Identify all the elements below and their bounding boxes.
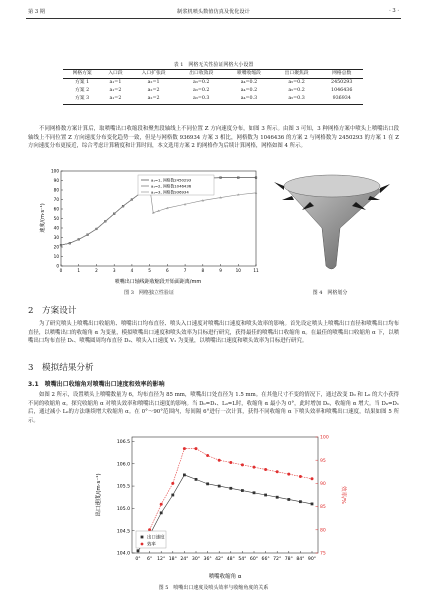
y-tick-label: 104.0 <box>116 551 130 557</box>
table-cell: a₂=1 <box>147 79 160 85</box>
legend-swatch <box>141 536 144 539</box>
y2-tick-label: 90 <box>320 482 326 487</box>
x-tick-label: 2 <box>95 268 98 273</box>
table-header: 出口收敛段 <box>189 70 214 76</box>
table-cell: a₁=2 <box>109 96 122 102</box>
x-tick-label: 12° <box>157 557 166 562</box>
data-point <box>195 447 198 450</box>
data-point <box>218 459 221 462</box>
figure5-legend <box>136 531 166 548</box>
y2-tick-label: 80 <box>320 528 326 534</box>
data-point <box>253 491 256 494</box>
x-tick-label: 6° <box>146 557 153 562</box>
data-point <box>195 478 198 481</box>
section-heading: 3 模拟结果分析 <box>28 363 94 373</box>
table-cell: a₃=0.2 <box>193 79 210 85</box>
x-tick-label: 54° <box>238 557 247 562</box>
table-cell: a₅=0.2 <box>288 79 305 85</box>
table-row <box>63 79 363 88</box>
table-cell: a₄=0.2 <box>240 79 258 85</box>
header-rule <box>26 18 401 19</box>
table-cell: a₃=0.3 <box>193 96 210 102</box>
table-header-row <box>63 70 363 79</box>
data-point <box>287 498 290 501</box>
data-point <box>299 475 302 478</box>
data-point <box>183 474 186 477</box>
table-cell: 1046436 <box>331 88 353 94</box>
table-cell: 2450293 <box>331 79 353 85</box>
y2-tick-label: 95 <box>320 458 326 464</box>
table-cell: a₅=0.3 <box>288 96 305 102</box>
paragraph-mesh-comparison <box>28 125 399 151</box>
x-tick-label: 6 <box>166 268 169 273</box>
y-tick-label: 50 <box>53 216 59 221</box>
x-tick-label: 90° <box>307 557 317 562</box>
subsection-heading: 3.1 喷嘴出口收缩角对喷嘴出口速度和效率的影响 <box>28 381 165 388</box>
data-point <box>206 482 209 485</box>
x-tick-label: 3 <box>112 268 116 273</box>
y-tick-label: 60 <box>53 206 59 212</box>
y-tick-label: 80 <box>53 187 59 193</box>
y-tick-label: 40 <box>53 225 59 231</box>
y-tick-label: 10 <box>53 254 59 259</box>
y2-tick-label: 100 <box>320 435 329 441</box>
x-tick-label: 78° <box>284 557 293 562</box>
x-tick-label: 9 <box>219 268 222 273</box>
data-point <box>137 549 140 552</box>
table-row <box>63 87 363 95</box>
table-cell: a₁=1 <box>109 79 122 85</box>
table-header: 入口扩张段 <box>141 70 166 76</box>
table-header: 出口聚焦段 <box>284 70 309 76</box>
body-text: 不同网格数方案计算后，取喷嘴出口收缩段和聚焦段轴线上不同位置 Z 方向速度分布，如图 3 所示。由图 3 可知，3 种网格方案中喷头上喷嘴出口段轴线上不同位置 Z 方向速度分布变化趋势一致，但是与网格数 936934 方案 3 相比，网格数为 1046436 的方案 2 与网格数为 2450293 的方案 1 在 Z 方向速度分布更接近，综合考虑计算精度和计算时间，本文选用方案 2 的网格作为后续计算网格，网格如图 4 所示。 <box>28 126 399 150</box>
table-header: 网格方案 <box>72 70 92 76</box>
x-tick-label: 66° <box>261 557 270 562</box>
section-heading: 2 方案设计 <box>28 306 77 316</box>
legend-label: 出口速度 <box>147 535 165 541</box>
data-point <box>171 482 174 485</box>
x-tick-label: 0° <box>135 557 141 562</box>
table-header: 入口段 <box>108 70 123 76</box>
x-tick-label: 11 <box>253 268 259 273</box>
figure5-y2label: 效率/% <box>340 485 346 505</box>
table-row <box>63 96 363 105</box>
table-header: 喷嘴收缩段 <box>236 70 261 76</box>
figure5-xlabel: 喷嘴收缩角 α <box>208 574 242 580</box>
y-tick-label: 106.0 <box>116 462 130 468</box>
table-cell: a₁=2 <box>109 88 122 94</box>
y2-tick-label: 75 <box>320 551 326 557</box>
x-tick-label: 72° <box>273 557 282 562</box>
table-cell: 方案 2 <box>74 88 90 94</box>
legend-label: a₁=2, 网格数1046436 <box>151 183 192 189</box>
legend-label: a₁=3, 网格数936934 <box>151 189 189 195</box>
data-point <box>241 463 244 466</box>
table-cell: 方案 1 <box>74 79 90 85</box>
table-cell: a₃=0.2 <box>193 88 210 94</box>
table-header: 网格总数 <box>332 70 352 76</box>
x-tick-label: 24° <box>180 557 189 562</box>
section2-body <box>28 320 399 346</box>
header-page-number: · 3 · <box>389 8 399 14</box>
data-point <box>160 503 163 506</box>
figure3-caption: 图 3 网格独立性验证 <box>124 290 174 296</box>
table-cell: a₄=0.3 <box>240 96 258 102</box>
mesh-render <box>270 168 390 276</box>
data-point <box>241 489 244 492</box>
y-tick-label: 105.5 <box>116 484 130 490</box>
table1-caption: 表 1 网格无关性验证网格大小设置 <box>173 62 254 68</box>
table-cell: 方案 3 <box>74 96 90 102</box>
figure4-caption: 图 4 网格划分 <box>312 290 348 296</box>
figure5-caption: 图 5 喷嘴出口速度及喷头效率与收缩角度的关系 <box>158 585 269 591</box>
x-tick-label: 36° <box>203 557 212 562</box>
data-point <box>264 468 267 471</box>
body-text: 为了研究喷头上喷嘴出口收缩角、喷嘴出口均布直径、喷头入口速度对喷嘴出口速度和喷头效率的影响。首先设定喷头上喷嘴出口直径和喷嘴出口均布直径，以喷嘴出口的收缩角 α 为变量，模拟喷嘴出口速度和喷头效率为目标进行研究，获得最佳的喷嘴出口收缩角 α。在最佳的喷嘴出口收缩角 α 下，以喷嘴出口均布直径 D₁、喷嘴圆周均布直径 D₂、喷头入口速度 V₁ 为变量，以喷嘴出口速度和喷头效率为目标进行研究。 <box>28 321 399 345</box>
table-cell: a₂=2 <box>147 96 160 102</box>
data-point <box>299 500 302 503</box>
x-tick-label: 18° <box>168 557 177 562</box>
y-tick-label: 0 <box>56 263 59 269</box>
x-tick-label: 0 <box>59 268 63 273</box>
x-tick-label: 5 <box>148 268 151 273</box>
x-tick-label: 30° <box>191 557 201 562</box>
table-cell: a₅=0.2 <box>288 88 305 94</box>
data-point <box>229 487 232 490</box>
y-tick-label: 100 <box>51 168 59 174</box>
figure3-legend <box>138 175 214 195</box>
legend-swatch <box>141 543 144 546</box>
legend-label: a₁=1, 网格数2450293 <box>151 177 192 183</box>
y-tick-label: 104.5 <box>116 529 130 535</box>
y-tick-label: 106.5 <box>116 440 130 446</box>
y-tick-label: 30 <box>53 235 59 240</box>
table-cell: 936934 <box>332 96 351 102</box>
data-point <box>229 461 232 464</box>
legend-label: 效率 <box>147 542 156 548</box>
header-title: 制浆机喷头数值仿真及优化设计 <box>177 9 250 15</box>
data-point <box>287 473 290 476</box>
data-point <box>160 511 163 514</box>
table-cell: a₄=0.2 <box>240 88 258 94</box>
figure3-xlabel: 喷嘴出口轴线距收缩段开始面距离/mm <box>114 279 202 285</box>
x-tick-label: 10 <box>235 268 241 273</box>
x-tick-label: 1 <box>77 268 81 273</box>
figure5-ylabel: 出口速度/(m·s⁻¹) <box>96 473 102 517</box>
data-point <box>311 503 314 506</box>
figure3-chart <box>38 166 260 288</box>
x-tick-label: 4 <box>130 268 134 273</box>
y2-tick-label: 85 <box>320 505 326 511</box>
x-tick-label: 84° <box>296 557 305 562</box>
figure3-ylabel: 速度/(m·s⁻¹) <box>40 203 46 233</box>
y-tick-label: 20 <box>53 244 59 250</box>
figure5-chart <box>88 433 350 581</box>
section31-body <box>28 391 399 426</box>
header-issue: 第 3 期 <box>28 9 45 15</box>
data-point <box>276 470 279 473</box>
table-cell: a₂=2 <box>147 88 160 94</box>
data-point <box>206 454 209 457</box>
x-tick-label: 60° <box>249 557 259 562</box>
data-point <box>311 477 314 480</box>
data-point <box>171 494 174 497</box>
y-tick-label: 90 <box>53 178 59 183</box>
x-tick-label: 7 <box>183 268 187 273</box>
body-text: 如图 2 所示，设置喷头上喷嘴数量为 6，均布直径为 85 mm，喷嘴出口处直径为 1.5 mm。在其他尺寸不变的情况下，通过改变 D₀ 和 L₀ 的大小获得不同的收缩角 α。探究收缩角 α 对喷头效率和喷嘴出口速度的影响。当 D₀=D₁、L₀=L时，收缩角 α 最小为 0°，此时增加 D₀，收缩角 α 增大。当 D₀=D₁后，通过减小 L₀的方法继续增大收缩角 α。在 0°～90°范围内，每间隔 6°进行一次计算，获得不同收缩角 α 下喷头效率和喷嘴出口速度，结果如图 5 所示。 <box>28 392 399 425</box>
mesh-table <box>63 69 363 105</box>
data-point <box>276 496 279 499</box>
x-tick-label: 42° <box>215 557 224 562</box>
data-point <box>183 447 186 450</box>
data-point <box>264 494 267 497</box>
y-tick-label: 105.0 <box>116 506 130 512</box>
y-tick-label: 70 <box>53 197 59 202</box>
nozzle-top-face <box>284 175 380 197</box>
x-tick-label: 48° <box>226 557 235 562</box>
data-point <box>218 485 221 488</box>
data-point <box>253 466 256 469</box>
x-tick-label: 8 <box>201 268 205 273</box>
